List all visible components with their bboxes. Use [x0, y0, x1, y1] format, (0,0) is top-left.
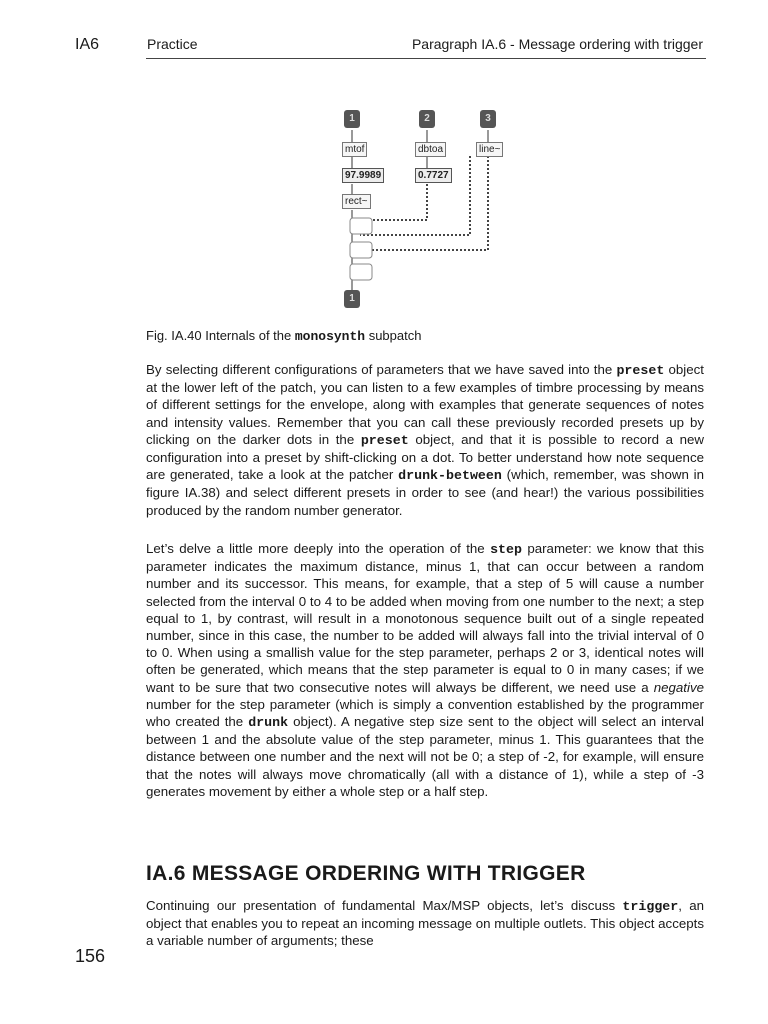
dbtoa-object: dbtoa [415, 142, 446, 157]
number-box-frequency: 97.9989 [342, 168, 384, 183]
page-number: 156 [75, 946, 106, 966]
body-paragraph-2: Let’s delve a little more deeply into the operation of the step parameter: we know that this parameter indicates the maximum distance, minus 1, that can occur between a random number and its successor. This means, for example, that a step of 5 will cause a number selected from the interval 0 to 4 to be added when moving from one number to the next; a step equal to 1, by contrast, will result in a monotonous sequence built out of a single repeated number, since in this case, the number to be added will always fall into the trivial interval of 0 to 0. When using a smallish value for the step parameter, perhaps 2 or 3, identical notes will often be generated, which means that the step parameter is equal to 0 in many cases; if we want to be sure that two consecutive notes will always be different, we need use a negative number for the step parameter (which is simply a convention established by the programmer who created the drunk object). A negative step size sent to the object will select an interval between 1 and the absolute value of the step parameter, minus 1. This guarantees that the distance between one number and the next will not be 0; a step of -2, for example, will ensure that the notes will always move chromatically (all with a distance of 1), while a step of -3 generates movement by either a whole step or a half step. [146, 541, 704, 799]
patch-inlet-3: 3 [480, 110, 496, 128]
section-label: Practice [147, 36, 198, 52]
patch-figure [330, 100, 510, 315]
patch-outlet-1: 1 [344, 290, 360, 308]
figure-caption: Fig. IA.40 Internals of the monosynth subpatch [146, 328, 422, 344]
patch-inlet-1: 1 [344, 110, 360, 128]
body-paragraph-1: By selecting different configurations of parameters that we have saved into the preset object at the lower left of the patch, you can listen to a few examples of timbre processing by means of different settings for the envelope, along with examples that generate sequences of notes and intensity values. Remember that you can call these previously recorded presets up by clicking on the darker dots in the preset object, and that it is possible to record a new configuration into a preset by shift-clicking on a dot. To better understand how note sequence are generated, take a look at the patcher drunk-between (which, remember, was shown in figure IA.38) and select different presets in order to see (and hear!) the various possibilities produced by the random number generator. [146, 362, 705, 518]
rect-object: rect~ [342, 194, 371, 209]
section-heading: IA.6 MESSAGE ORDERING WITH TRIGGER [146, 862, 586, 885]
header-rule [146, 58, 706, 59]
number-box-amplitude: 0.7727 [415, 168, 452, 183]
body-paragraph-3: Continuing our presentation of fundamental Max/MSP objects, let’s discuss trigger, an object that enables you to repeat an incoming message on multiple outlets. This object accepts a variable number of arguments; these [146, 898, 704, 949]
line-object: line~ [476, 142, 503, 157]
patch-inlet-2: 2 [419, 110, 435, 128]
mtof-object: mtof [342, 142, 367, 157]
running-title: Paragraph IA.6 - Message ordering with trigger [411, 36, 703, 52]
chapter-label: IA6 [75, 36, 100, 53]
